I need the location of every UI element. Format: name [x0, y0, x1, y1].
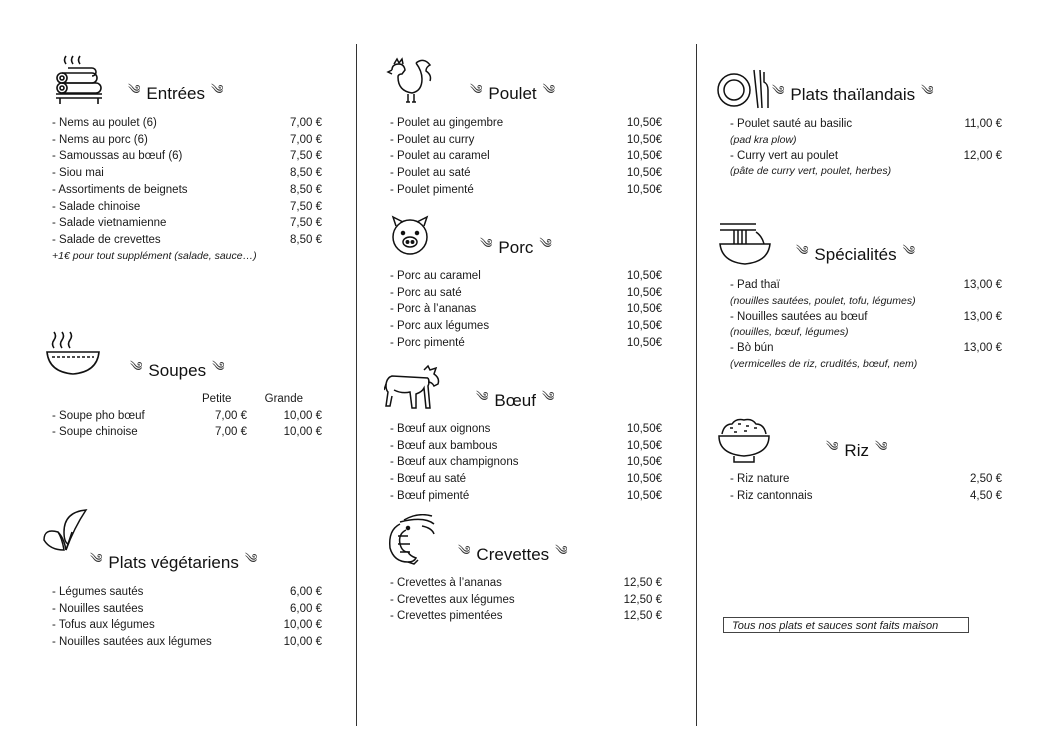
leaf-icon	[42, 506, 90, 556]
item-price: 7,00 €	[290, 117, 322, 129]
item-price: 8,50 €	[290, 183, 322, 196]
menu-item	[52, 617, 322, 634]
item-name: - Poulet au gingembre	[390, 117, 504, 129]
homemade-note: Tous nos plats et sauces sont faits maison	[723, 617, 969, 633]
ornament-right-icon: ༄	[902, 243, 916, 258]
menu-item	[390, 335, 662, 352]
menu-item	[730, 116, 1002, 133]
boeuf-list	[390, 421, 662, 505]
item-price: 10,50€	[626, 456, 662, 469]
item-price: 7,50 €	[290, 217, 322, 230]
vegetariens-list	[52, 584, 322, 651]
section-title-boeuf: ༄ Bœuf ༄	[476, 382, 554, 419]
item-name: - Soupe chinoise	[52, 426, 138, 439]
menu-item	[390, 608, 662, 625]
item-price: 10,50€	[626, 133, 662, 146]
menu-item	[390, 471, 662, 488]
item-price: 4,50 €	[970, 489, 1002, 502]
ornament-left-icon: ༄	[470, 82, 483, 97]
menu-item	[730, 309, 1002, 326]
noodle-bowl-icon	[716, 218, 774, 268]
ornament-right-icon: ༄	[539, 236, 552, 251]
item-name: - Porc au caramel	[390, 270, 481, 282]
section-title-riz: ༄ Riz ༄	[826, 432, 887, 469]
menu-item	[730, 471, 1002, 488]
soupes-table	[52, 391, 324, 441]
entrees-list	[52, 115, 322, 264]
item-name: - Bœuf aux bambous	[390, 439, 498, 452]
menu-item	[52, 634, 322, 651]
item-price: 12,50 €	[623, 593, 662, 606]
item-price: 10,50€	[626, 167, 662, 180]
rice-bowl-icon	[716, 416, 772, 468]
ornament-left-icon: ༄	[458, 543, 471, 558]
item-price: 2,50 €	[970, 473, 1002, 485]
menu-item	[390, 301, 662, 318]
item-description: (nouilles, bœuf, légumes)	[730, 326, 849, 339]
item-price: 12,00 €	[963, 149, 1002, 162]
item-name: - Salade de crevettes	[52, 233, 161, 246]
item-price: 10,50€	[626, 117, 662, 129]
item-price: 10,50€	[626, 439, 662, 452]
soup-bowl-icon	[44, 330, 102, 378]
ornament-right-icon: ༄	[211, 82, 224, 97]
menu-item	[390, 285, 662, 302]
menu-item	[390, 421, 662, 438]
ornament-left-icon: ༄	[480, 236, 493, 251]
item-name: - Porc aux légumes	[390, 320, 490, 333]
item-price: 10,50€	[626, 303, 662, 316]
section-title-poulet: ༄ Poulet ༄	[470, 75, 555, 112]
item-name: - Salade chinoise	[52, 200, 141, 213]
item-name: - Crevettes à l’ananas	[390, 577, 502, 589]
thailandais-list	[730, 116, 1002, 179]
item-price: 10,00 €	[283, 636, 322, 649]
pig-icon	[387, 212, 433, 258]
item-name: - Porc à l’ananas	[390, 303, 477, 316]
item-price: 10,00 €	[283, 619, 322, 632]
section-title-vegetariens: ༄ Plats végétariens ༄	[90, 544, 257, 581]
soupes-header	[52, 391, 324, 408]
ornament-left-icon: ༄	[128, 82, 141, 97]
menu-item	[52, 584, 322, 601]
item-name: - Nems au porc (6)	[52, 133, 148, 146]
item-price: 13,00 €	[963, 310, 1002, 323]
menu-item	[390, 454, 662, 471]
section-title-entrees: ༄ Entrées ༄	[128, 75, 223, 112]
item-name: - Bœuf aux champignons	[390, 456, 519, 469]
item-price: 10,50€	[626, 423, 662, 435]
item-price: 10,50€	[626, 270, 662, 282]
item-price: 7,50 €	[290, 200, 322, 213]
item-price: 11,00 €	[964, 118, 1002, 130]
item-price: 7,00 €	[290, 133, 322, 146]
item-price: 8,50 €	[290, 233, 322, 246]
item-name: - Bò bún	[730, 342, 774, 355]
plate-chopsticks-icon	[716, 66, 772, 110]
menu-item	[52, 424, 324, 441]
item-name: - Bœuf au saté	[390, 473, 467, 486]
ornament-right-icon: ༄	[244, 551, 258, 566]
item-price: 10,50€	[626, 150, 662, 163]
item-name: - Porc pimenté	[390, 336, 465, 349]
item-name: - Nouilles sautées aux légumes	[52, 636, 212, 649]
menu-item	[730, 148, 1002, 165]
item-price: 10,50€	[626, 473, 662, 486]
item-price: 8,50 €	[290, 167, 322, 180]
item-name: - Crevettes pimentées	[390, 610, 503, 623]
menu-item	[52, 601, 322, 618]
porc-list	[390, 268, 662, 352]
ornament-right-icon: ༄	[921, 83, 934, 98]
section-title-porc: ༄ Porc ༄	[480, 229, 552, 266]
item-name: - Nems au poulet (6)	[52, 117, 157, 129]
item-name: - Poulet pimenté	[390, 183, 474, 196]
menu-item	[390, 488, 662, 505]
column-divider-2	[696, 44, 697, 726]
rooster-icon	[386, 54, 436, 106]
item-name: - Bœuf pimenté	[390, 489, 470, 502]
section-title-crevettes: ༄ Crevettes ༄	[458, 536, 568, 573]
section-title-soupes: ༄ Soupes ༄	[130, 352, 225, 389]
menu-item	[52, 215, 322, 232]
item-price: 12,50 €	[623, 610, 662, 623]
shrimp-icon	[386, 514, 438, 566]
menu-item	[52, 115, 322, 132]
supplement-note: +1€ pour tout supplément (salade, sauce…)	[52, 249, 257, 262]
ornament-left-icon: ༄	[130, 359, 143, 374]
ornament-right-icon: ༄	[555, 543, 568, 558]
riz-list	[730, 471, 1002, 504]
menu-item	[390, 318, 662, 335]
ornament-right-icon: ༄	[212, 359, 225, 374]
item-name: - Riz nature	[730, 473, 790, 485]
item-name: - Tofus aux légumes	[52, 619, 155, 632]
item-name: - Assortiments de beignets	[52, 183, 188, 196]
item-description: (vermicelles de riz, crudités, bœuf, nem)	[730, 358, 918, 371]
menu-item	[730, 340, 1002, 357]
item-name: - Pad thaï	[730, 279, 780, 291]
menu-item	[52, 199, 322, 216]
ornament-left-icon: ༄	[796, 243, 809, 258]
ornament-left-icon: ༄	[476, 389, 489, 404]
menu-item	[390, 575, 662, 592]
ornament-left-icon: ༄	[826, 439, 839, 454]
menu-item	[390, 132, 662, 149]
item-name: - Samoussas au bœuf (6)	[52, 150, 183, 163]
price-grande: 10,00 €	[283, 409, 322, 422]
spring-rolls-icon	[52, 54, 106, 106]
price-petite: 7,00 €	[215, 426, 247, 439]
cow-icon	[384, 362, 442, 414]
ornament-right-icon: ༄	[874, 439, 888, 454]
item-name: - Poulet au caramel	[390, 150, 490, 163]
item-name: - Curry vert au poulet	[730, 149, 839, 162]
menu-item	[730, 488, 1002, 505]
item-name: - Poulet au saté	[390, 167, 471, 180]
menu-item	[390, 268, 662, 285]
item-price: 7,50 €	[290, 150, 322, 163]
item-price: 10,50€	[626, 336, 662, 349]
item-name: - Poulet au curry	[390, 133, 475, 146]
item-price: 10,50€	[626, 489, 662, 502]
item-name: - Salade vietnamienne	[52, 217, 167, 230]
ornament-left-icon: ༄	[772, 83, 785, 98]
menu-item	[52, 165, 322, 182]
menu-item	[390, 165, 662, 182]
menu-item	[390, 115, 662, 132]
item-price: 6,00 €	[290, 602, 322, 615]
menu-item	[390, 592, 662, 609]
menu-item	[390, 148, 662, 165]
crevettes-list	[390, 575, 662, 625]
col-grande: Grande	[264, 393, 303, 405]
item-price: 13,00 €	[963, 279, 1002, 291]
col-petite: Petite	[202, 393, 232, 405]
item-name: - Crevettes aux légumes	[390, 593, 515, 606]
item-price: 13,00 €	[963, 342, 1002, 355]
item-name: - Soupe pho bœuf	[52, 409, 145, 422]
item-price: 10,50€	[626, 320, 662, 333]
menu-item	[52, 182, 322, 199]
specialites-list	[730, 277, 1002, 372]
ornament-left-icon: ༄	[90, 551, 103, 566]
item-price: 10,50€	[626, 286, 662, 299]
item-description: (pâte de curry vert, poulet, herbes)	[730, 165, 892, 178]
item-description: (nouilles sautées, poulet, tofu, légumes)	[730, 294, 916, 307]
item-price: 12,50 €	[623, 577, 662, 589]
menu-item	[390, 438, 662, 455]
item-price: 6,00 €	[290, 586, 322, 598]
menu-item	[390, 182, 662, 199]
item-price: 10,50€	[626, 183, 662, 196]
poulet-list	[390, 115, 662, 199]
item-name: - Nouilles sautées au bœuf	[730, 310, 868, 323]
menu-item	[52, 232, 322, 249]
item-name: - Riz cantonnais	[730, 489, 813, 502]
price-petite: 7,00 €	[215, 409, 247, 422]
item-description: (pad kra plow)	[730, 133, 797, 146]
price-grande: 10,00 €	[283, 426, 322, 439]
menu-item	[52, 148, 322, 165]
menu-item	[730, 277, 1002, 294]
ornament-right-icon: ༄	[542, 82, 556, 97]
item-name: - Nouilles sautées	[52, 602, 144, 615]
section-title-specialites: ༄ Spécialités ༄	[796, 236, 915, 273]
menu-item	[52, 408, 324, 425]
item-name: - Siou mai	[52, 167, 104, 180]
item-name: - Poulet sauté au basilic	[730, 118, 853, 130]
item-name: - Légumes sautés	[52, 586, 144, 598]
section-title-thailandais: ༄ Plats thaïlandais ༄	[772, 76, 934, 113]
item-name: - Porc au saté	[390, 286, 462, 299]
menu-item	[52, 132, 322, 149]
column-divider-1	[356, 44, 357, 726]
ornament-right-icon: ༄	[541, 389, 555, 404]
item-name: - Bœuf aux oignons	[390, 423, 491, 435]
